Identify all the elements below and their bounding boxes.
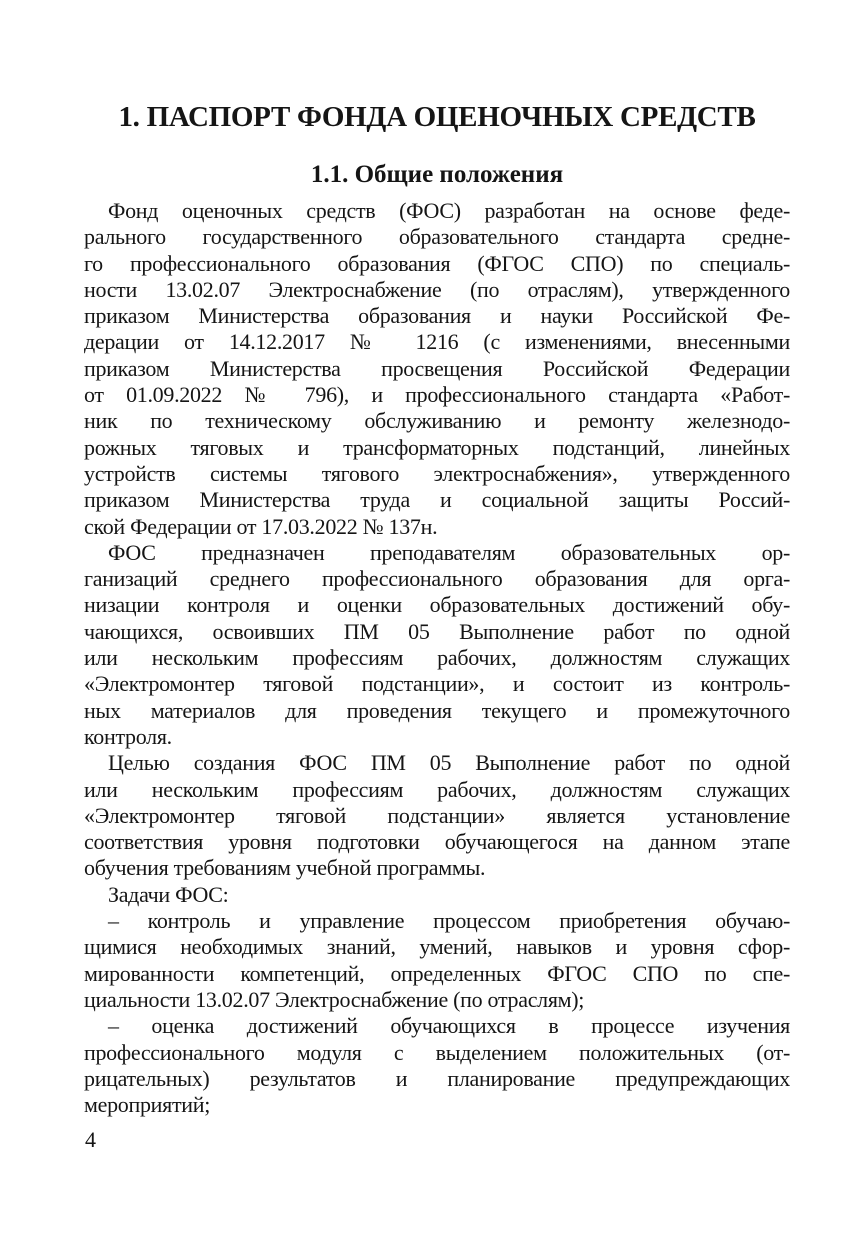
text-line: ных материалов для проведения текущего и промежуточного xyxy=(84,697,790,723)
section-heading: 1.1. Общие положения xyxy=(310,161,564,188)
paragraph xyxy=(84,882,790,908)
chapter-heading: 1. ПАСПОРТ ФОНДА ОЦЕНОЧНЫХ СРЕДСТВ xyxy=(118,101,756,133)
text-line: приказом Министерства труда и социальной защиты Россий- xyxy=(84,487,790,513)
text-line: от 01.09.2022 № 796), и профессионального стандарта «Работ- xyxy=(84,382,790,408)
text-line: низации контроля и оценки образовательных достижений обу- xyxy=(84,592,790,618)
text-line: Целью создания ФОС ПМ 05 Выполнение работ по одной xyxy=(108,750,790,776)
text-line: или нескольким профессиям рабочих, должностям служащих xyxy=(84,776,790,802)
text-line: ганизаций среднего профессионального образования для орга- xyxy=(84,566,790,592)
paragraph xyxy=(84,198,790,540)
text-line: ФОС предназначен преподавателям образовательных ор- xyxy=(108,539,790,565)
text-line: ник по техническому обслуживанию и ремонту железнодо- xyxy=(84,408,790,434)
paragraph xyxy=(84,1013,790,1118)
text-line: рального государственного образовательного стандарта средне- xyxy=(84,224,790,250)
text-line: мероприятий; xyxy=(84,1092,211,1118)
text-line: го профессионального образования (ФГОС СПО) по специаль- xyxy=(84,250,790,276)
text-line: Задачи ФОС: xyxy=(108,881,229,907)
text-line: рожных тяговых и трансформаторных подстанций, линейных xyxy=(84,434,790,460)
text-line: устройств системы тягового электроснабжения», утвержденного xyxy=(84,460,790,486)
paragraph xyxy=(84,750,790,881)
text-line: приказом Министерства образования и науки Российской Фе- xyxy=(84,303,790,329)
page-number: 4 xyxy=(85,1127,96,1152)
text-line: контроля. xyxy=(84,723,172,749)
text-line: или нескольким профессиям рабочих, должностям служащих xyxy=(84,645,790,671)
text-line: – оценка достижений обучающихся в процессе изучения xyxy=(108,1013,790,1039)
text-line: приказом Министерства просвещения Российской Федерации xyxy=(84,355,790,381)
text-line: мированности компетенций, определенных ФГОС СПО по спе- xyxy=(84,960,790,986)
text-line: «Электромонтер тяговой подстанции», и состоит из контроль- xyxy=(84,671,790,697)
text-line: Фонд оценочных средств (ФОС) разработан на основе феде- xyxy=(108,198,790,223)
text-line: – контроль и управление процессом приобретения обучаю- xyxy=(108,908,790,934)
text-line: ности 13.02.07 Электроснабжение (по отраслям), утвержденного xyxy=(84,276,790,302)
text-line: профессионального модуля с выделением положительных (от- xyxy=(84,1039,790,1065)
paragraph xyxy=(84,540,790,750)
text-line: рицательных) результатов и планирование предупреждающих xyxy=(84,1065,790,1091)
paragraph xyxy=(84,908,790,1013)
text-line: соответствия уровня подготовки обучающегося на данном этапе xyxy=(84,829,790,855)
text-line: ской Федерации от 17.03.2022 № 137н. xyxy=(84,513,438,539)
text-line: обучения требованиям учебной программы. xyxy=(84,855,486,881)
body-text xyxy=(84,189,790,1118)
text-line: щимися необходимых знаний, умений, навыков и уровня сфор- xyxy=(84,934,790,960)
text-line: циальности 13.02.07 Электроснабжение (по отраслям); xyxy=(84,986,585,1012)
text-line: дерации от 14.12.2017 № 1216 (с изменениями, внесенными xyxy=(84,329,790,355)
text-line: чающихся, освоивших ПМ 05 Выполнение работ по одной xyxy=(84,618,790,644)
text-line: «Электромонтер тяговой подстанции» является установление xyxy=(84,802,790,828)
